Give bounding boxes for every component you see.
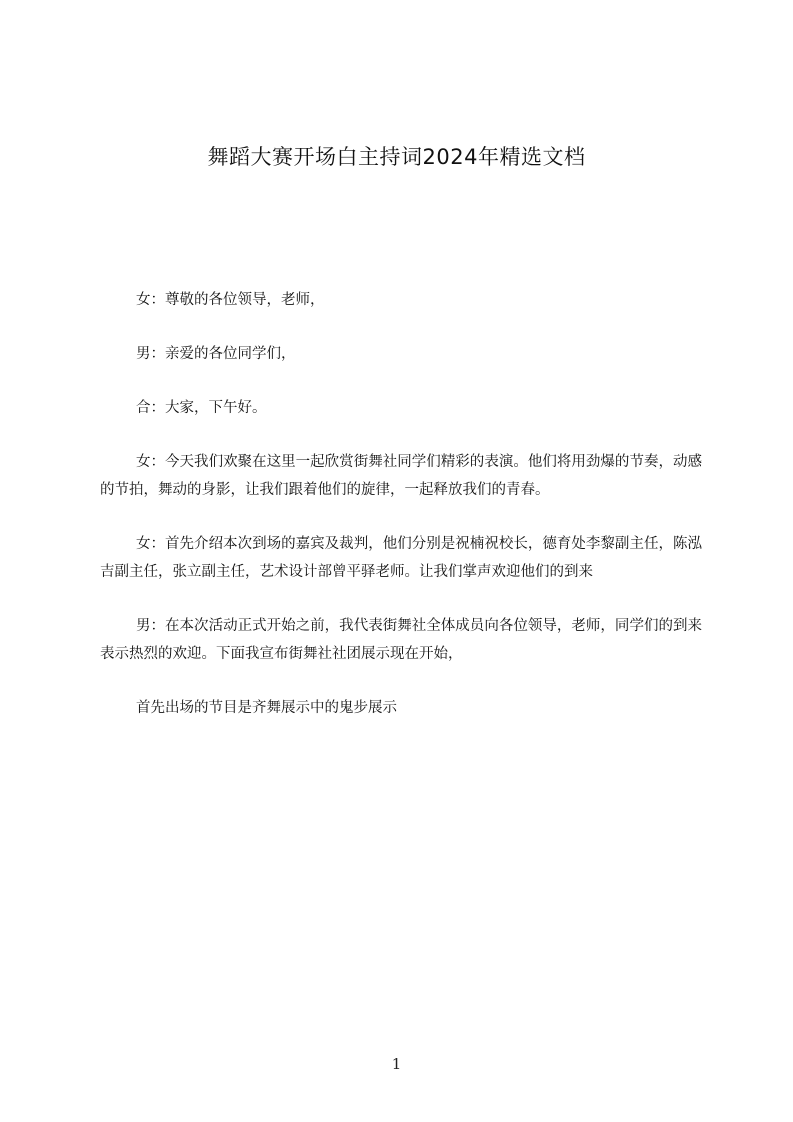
- paragraph-introduction: 女：今天我们欢聚在这里一起欣赏街舞社同学们精彩的表演。他们将用劲爆的节奏，动感的节拍，舞动的身影，让我们跟着他们的旋律，一起释放我们的青春。: [100, 454, 702, 498]
- document-body: [100, 286, 702, 748]
- document-title: 舞蹈大赛开场白主持词2024年精选文档: [207, 145, 586, 169]
- page-number: 1: [391, 1055, 402, 1073]
- paragraph-greeting-male: 男：亲爱的各位同学们，: [136, 346, 296, 362]
- paragraph-opening: 男：在本次活动正式开始之前，我代表街舞社全体成员向各位领导，老师，同学们的到来表示热烈的欢迎。下面我宣布街舞社社团展示现在开始，: [100, 618, 702, 662]
- paragraph-guests: 女：首先介绍本次到场的嘉宾及裁判，他们分别是祝楠祝校长，德育处李黎副主任，陈泓吉副主任，张立副主任，艺术设计部曾平驿老师。让我们掌声欢迎他们的到来: [100, 536, 702, 580]
- paragraph-greeting-together: 合：大家，下午好。: [136, 400, 267, 416]
- paragraph-greeting-female: 女：尊敬的各位领导，老师，: [136, 292, 325, 308]
- paragraph-first-program: 首先出场的节目是齐舞展示中的鬼步展示: [136, 700, 397, 716]
